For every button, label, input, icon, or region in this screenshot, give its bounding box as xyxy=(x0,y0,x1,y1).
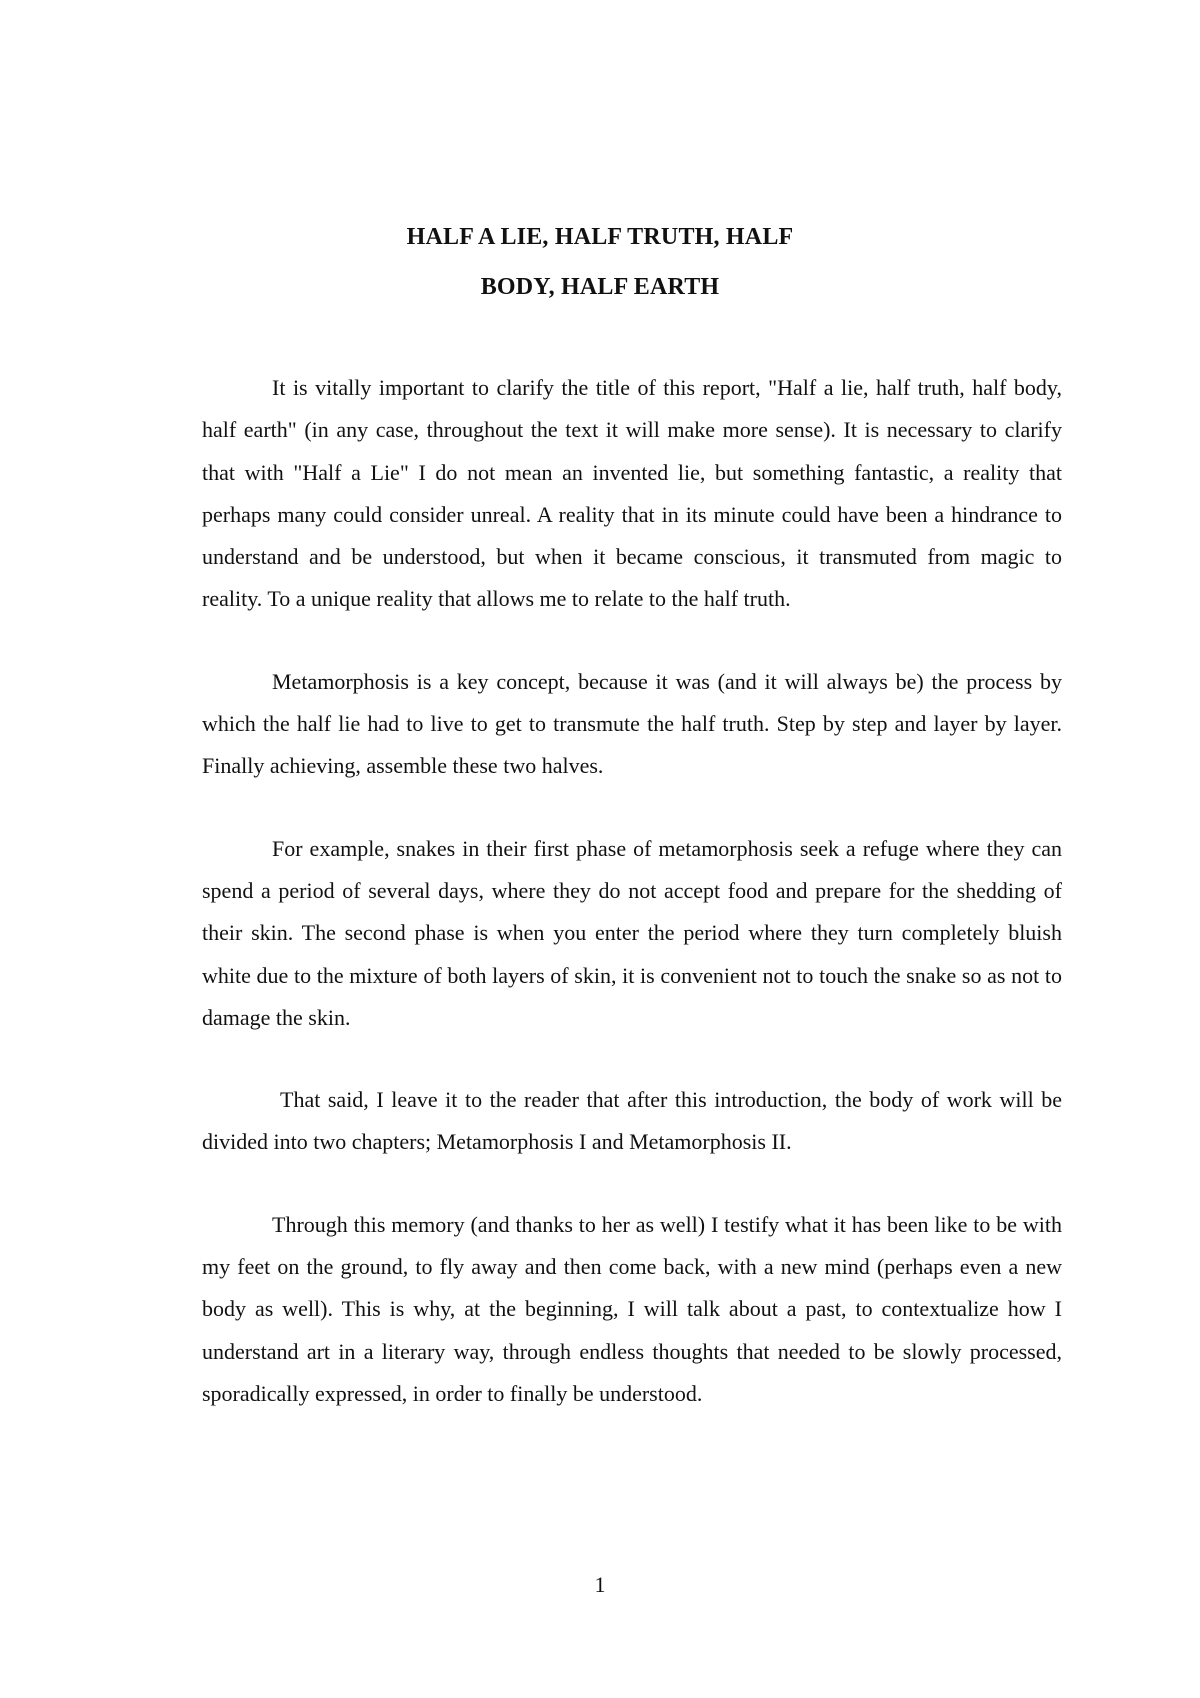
paragraph-chapters: That said, I leave it to the reader that after this introduction, the body of work will be divided into two chapters; Metamorphosis I and Metamorphosis II. xyxy=(202,1087,1062,1155)
document-body xyxy=(202,367,1062,1455)
title-line-2: BODY, HALF EARTH xyxy=(480,274,720,300)
title-line-1: HALF A LIE, HALF TRUTH, HALF xyxy=(406,224,794,250)
paragraph-title-clarification: It is vitally important to clarify the title of this report, "Half a lie, half truth, half body, half earth" (in any case, throughout the text it will make more sense). It is necessary to clarify that with "Half a Lie" I do not mean an invented lie, but something fantastic, a reality that perhaps many could consider unreal. A reality that in its minute could have been a hindrance to understand and be understood, but when it became conscious, it transmuted from magic to reality. To a unique reality that allows me to relate to the half truth. xyxy=(202,375,1062,612)
paragraph-snakes-example: For example, snakes in their first phase of metamorphosis seek a refuge where they can spend a period of several days, where they do not accept food and prepare for the shedding of their skin. The second phase is when you enter the period where they turn completely bluish white due to the mixture of both layers of skin, it is convenient not to touch the snake so as not to damage the skin. xyxy=(202,835,1062,1030)
paragraph-memory: Through this memory (and thanks to her as well) I testify what it has been like to be with my feet on the ground, to fly away and then come back, with a new mind (perhaps even a new body as well). This is why, at the beginning, I will talk about a past, to contextualize how I understand art in a literary way, through endless thoughts that needed to be slowly processed, sporadically expressed, in order to finally be understood. xyxy=(202,1211,1062,1406)
document-title xyxy=(0,212,1200,312)
paragraph-metamorphosis: Metamorphosis is a key concept, because it was (and it will always be) the process by which the half lie had to live to get to transmute the half truth. Step by step and layer by layer. Finally achieving, assemble these two halves. xyxy=(202,668,1062,779)
page-number: 1 xyxy=(594,1572,606,1597)
